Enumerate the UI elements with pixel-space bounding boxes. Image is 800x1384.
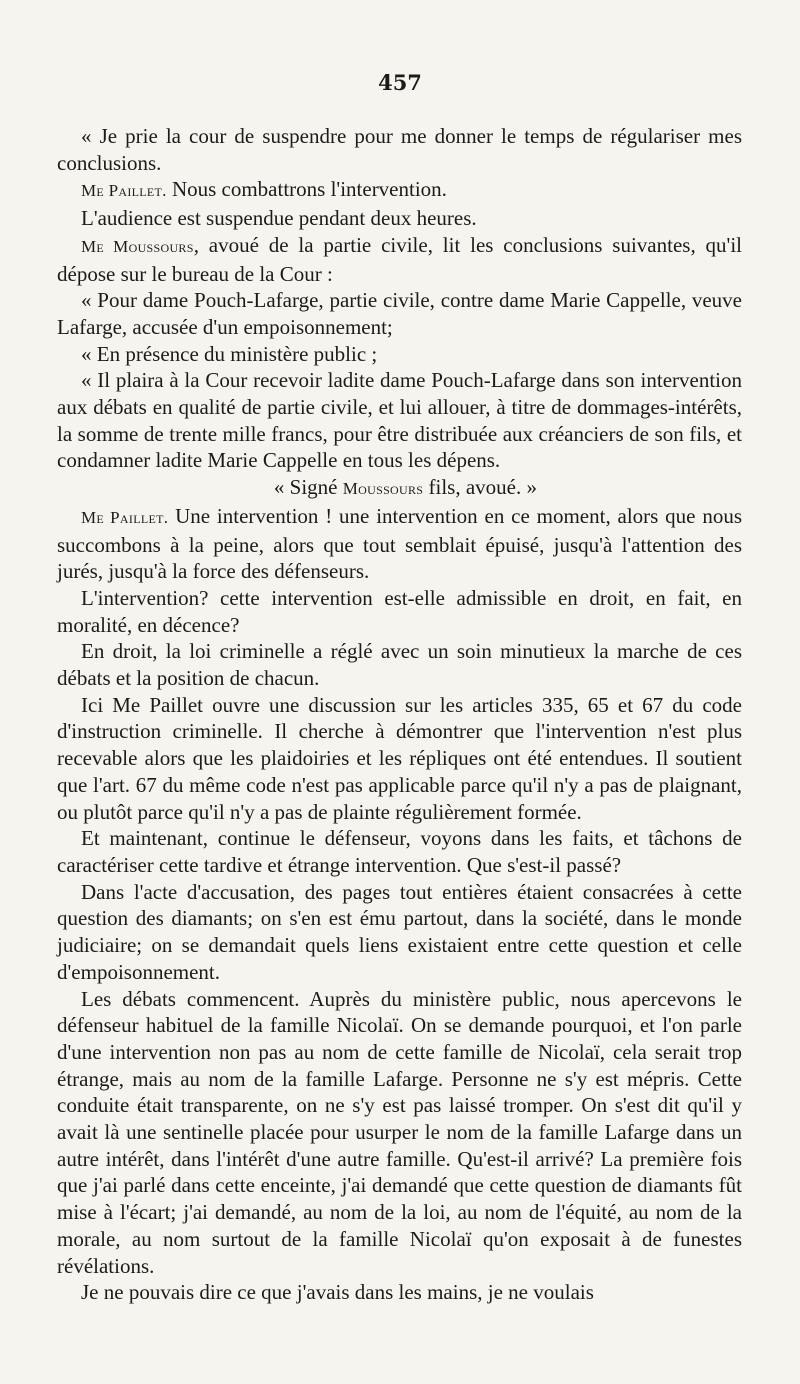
paragraph: « En présence du ministère public ; [81, 341, 378, 366]
page-number: 457 [378, 70, 422, 95]
paragraph: En droit, la loi criminelle a réglé avec un soin minutieux la marche de ces débats et la position de chacun. [57, 639, 742, 691]
speech-text: Nous combattrons l'intervention. [171, 177, 447, 202]
speech-text: , avoué de la partie civile, lit les conclusions suivantes, qu'il dépose sur le bureau de la Cour : [57, 232, 742, 286]
paragraph: Les débats commencent. Auprès du ministère public, nous apercevons le défenseur habituel de la famille Nicolaï. On se demande pourquoi, et l'on parle d'une intervention non pas au nom de cette famille de Nicolaï, cela serait trop étrange, mais au nom de la famille Lafarge. Personne ne s'y est mépris. Cette conduite était transparente, on ne s'y est pas laissé tromper. On s'est dit qu'il y avait là une sentinelle placée pour usurper le nom de la famille Lafarge dans un autre intérêt, dans l'intérêt d'une autre famille. Qu'est-il arrivé? La première fois que j'ai parlé dans cette enceinte, j'ai demandé que cette question de diamants fût mise à l'écart; j'ai demandé, au nom de la loi, au nom de l'équité, au nom de la morale, au nom surtout de la famille Nicolaï qu'on exposait à de funestes révélations. [57, 986, 742, 1278]
paragraph: « Pour dame Pouch-Lafarge, partie civile, contre dame Marie Cappelle, veuve Lafarge, accusée d'un empoisonnement; [57, 288, 742, 339]
signature-prefix: « Signé [273, 475, 338, 500]
paragraph: L'audience est suspendue pendant deux heures. [81, 206, 477, 231]
speech-text: Une intervention ! une intervention en ce moment, alors que nous succombons à la peine, alors que tout semblait épuisé, jusqu'à l'attention des jurés, jusqu'à la force des défenseurs. [57, 503, 742, 584]
speaker-name: Me Moussours [81, 236, 194, 256]
paragraph [57, 503, 742, 585]
speaker-name: Me Paillet. [81, 181, 167, 201]
signature-name: Moussours [342, 479, 424, 499]
signature-line [57, 474, 742, 503]
paragraph [57, 232, 742, 287]
signature-suffix: fils, avoué. » [428, 475, 537, 500]
paragraph: Dans l'acte d'accusation, des pages tout entières étaient consacrées à cette question des diamants; on s'en est ému partout, dans la société, dans le monde judiciaire; on se demandait quels liens existaient entre cette question et celle d'empoisonnement. [57, 879, 742, 984]
paragraph: L'intervention? cette intervention est-elle admissible en droit, en fait, en moralité, en décence? [57, 585, 742, 637]
paragraph: Et maintenant, continue le défenseur, voyons dans les faits, et tâchons de caractériser cette tardive et étrange intervention. Que s'est-il passé? [57, 826, 742, 877]
paragraph: Je ne pouvais dire ce que j'avais dans les mains, je ne voulais [81, 1280, 594, 1305]
paragraph: « Il plaira à la Cour recevoir ladite dame Pouch-Lafarge dans son intervention aux débats en qualité de partie civile, et lui allouer, à titre de dommages-intérêts, la somme de trente mille francs, pour être distribuée aux créanciers de son fils, et condamner ladite Marie Cappelle en tous les dépens. [57, 368, 742, 473]
document-body [57, 123, 742, 1306]
paragraph: « Je prie la cour de suspendre pour me donner le temps de régulariser mes conclusions. [57, 124, 742, 175]
speaker-name: Me Paillet. [81, 507, 169, 527]
paragraph: Ici Me Paillet ouvre une discussion sur les articles 335, 65 et 67 du code d'instruction criminelle. Il cherche à démontrer que l'intervention n'est plus recevable alors que les plaidoiries et les répliques ont été entendues. Il soutient que l'art. 67 du même code n'est pas applicable parce qu'il n'y a pas de plaignant, ou plutôt parce qu'il n'y a pas de plainte régulièrement formée. [57, 692, 742, 824]
paragraph [57, 176, 742, 205]
